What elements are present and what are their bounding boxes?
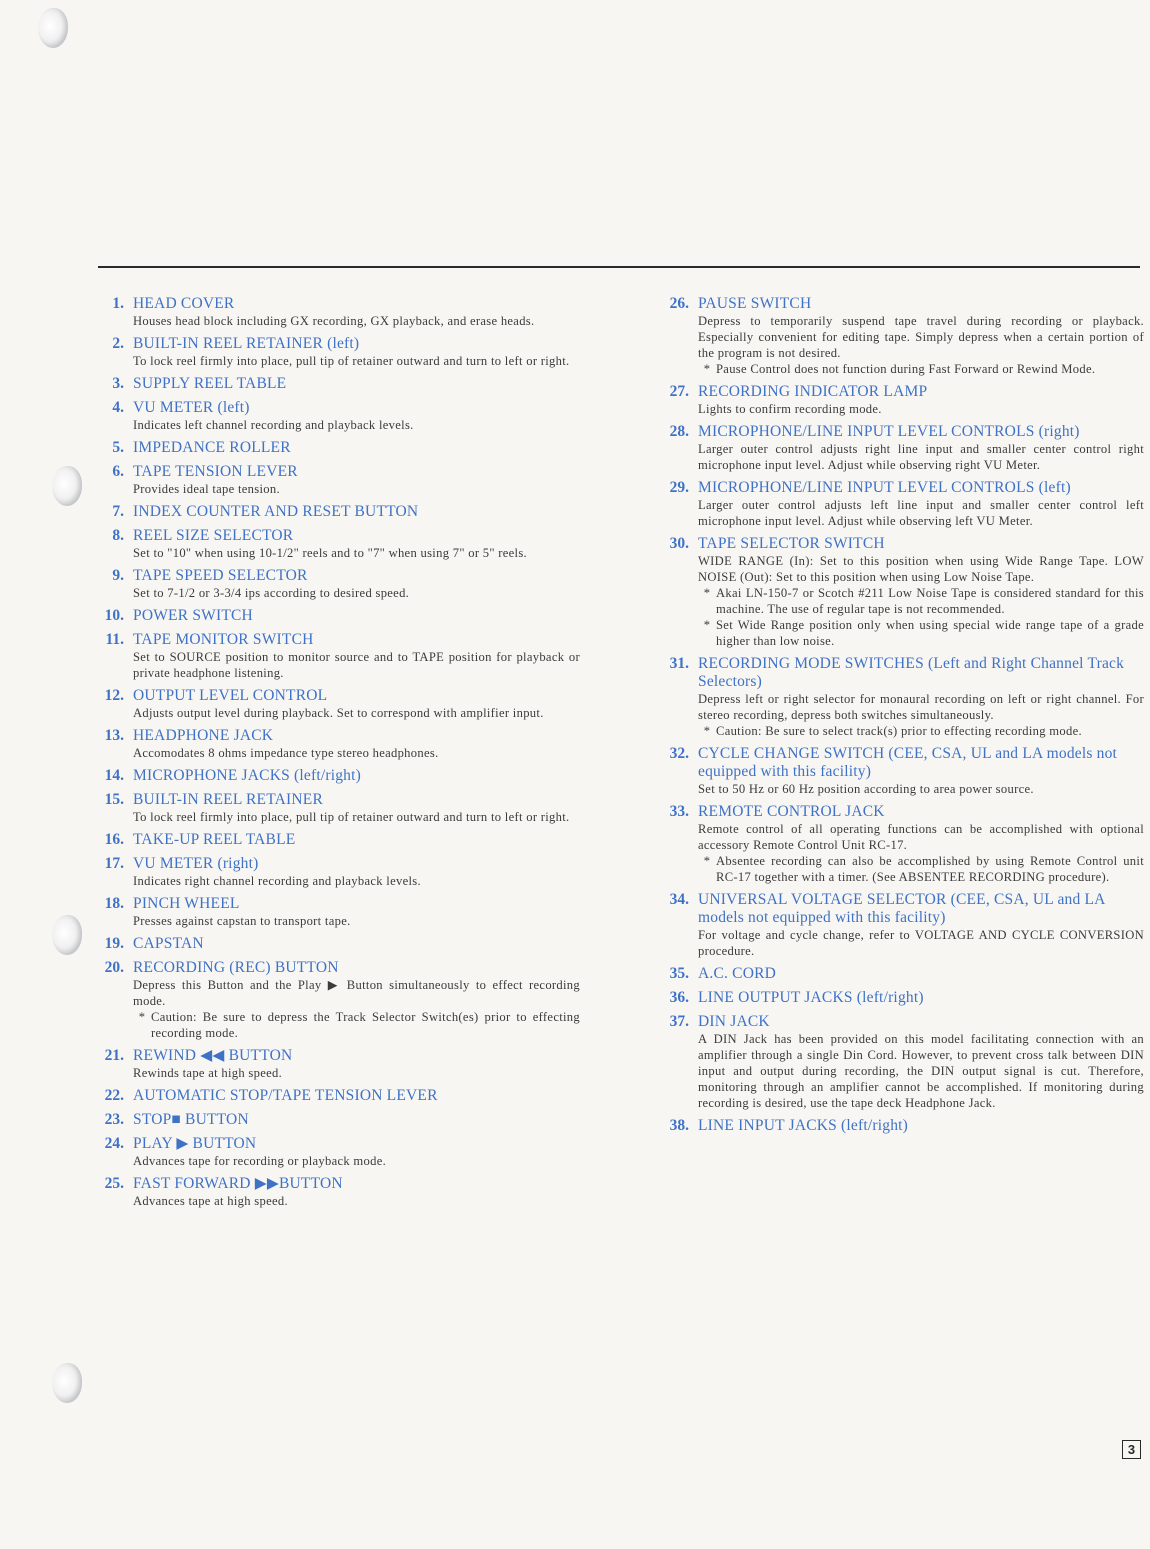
item-number: 34. bbox=[669, 891, 689, 908]
list-item bbox=[90, 503, 580, 521]
item-description: To lock reel firmly into place, pull tip of retainer outward and turn to left or right. bbox=[133, 354, 570, 368]
list-item bbox=[90, 631, 580, 681]
item-note bbox=[698, 617, 1144, 649]
asterisk-marker: * bbox=[138, 1010, 146, 1024]
item-number: 14. bbox=[104, 767, 124, 784]
item-body bbox=[698, 655, 1144, 739]
item-number: 4. bbox=[112, 399, 124, 416]
item-description: Accomodates 8 ohms impedance type stereo headphones. bbox=[133, 746, 439, 760]
item-body bbox=[698, 295, 1144, 377]
item-number: 13. bbox=[104, 727, 124, 744]
binder-hole-bottom bbox=[52, 1363, 82, 1403]
item-body bbox=[698, 745, 1144, 797]
item-title: STOP■ BUTTON bbox=[133, 1111, 249, 1128]
list-item bbox=[90, 567, 580, 601]
item-number: 23. bbox=[104, 1111, 124, 1128]
asterisk-marker: * bbox=[703, 724, 711, 738]
list-item bbox=[90, 463, 580, 497]
item-number: 8. bbox=[112, 527, 124, 544]
list-item bbox=[90, 1135, 580, 1169]
list-item bbox=[652, 295, 1144, 377]
item-description: Depress left or right selector for monaural recording on left or right channel. For stereo recording, depress both switches simultaneously. bbox=[698, 692, 1144, 722]
item-number: 16. bbox=[104, 831, 124, 848]
item-title: TAPE SPEED SELECTOR bbox=[133, 567, 308, 584]
item-title: DIN JACK bbox=[698, 1013, 770, 1030]
item-title: FAST FORWARD ▶▶BUTTON bbox=[133, 1175, 343, 1192]
item-description: WIDE RANGE (In): Set to this position when using Wide Range Tape. LOW NOISE (Out): Set to this position when using Low Noise Tape. bbox=[698, 554, 1144, 584]
list-item bbox=[652, 891, 1144, 959]
list-item bbox=[90, 855, 580, 889]
list-item bbox=[90, 895, 580, 929]
item-title: INDEX COUNTER AND RESET BUTTON bbox=[133, 503, 419, 520]
item-description: Houses head block including GX recording, GX playback, and erase heads. bbox=[133, 314, 535, 328]
item-title: POWER SWITCH bbox=[133, 607, 253, 624]
item-body bbox=[698, 891, 1144, 959]
list-item bbox=[90, 791, 580, 825]
page-number: 3 bbox=[1122, 1440, 1141, 1459]
item-title: LINE OUTPUT JACKS (left/right) bbox=[698, 989, 924, 1006]
item-body bbox=[133, 375, 580, 393]
item-number: 31. bbox=[669, 655, 689, 672]
item-number: 9. bbox=[112, 567, 124, 584]
item-description: Lights to confirm recording mode. bbox=[698, 402, 882, 416]
item-title: PLAY ▶ BUTTON bbox=[133, 1135, 257, 1152]
item-number: 35. bbox=[669, 965, 689, 982]
item-note bbox=[133, 1009, 580, 1041]
item-number: 27. bbox=[669, 383, 689, 400]
item-body bbox=[698, 535, 1144, 649]
item-number: 37. bbox=[669, 1013, 689, 1030]
item-body bbox=[698, 383, 1144, 417]
item-title: RECORDING (REC) BUTTON bbox=[133, 959, 339, 976]
list-item bbox=[90, 399, 580, 433]
binder-hole-upper-middle bbox=[52, 466, 82, 506]
item-title: PAUSE SWITCH bbox=[698, 295, 812, 312]
asterisk-marker: * bbox=[703, 586, 711, 600]
item-title: LINE INPUT JACKS (left/right) bbox=[698, 1117, 909, 1134]
item-number: 19. bbox=[104, 935, 124, 952]
binder-hole-top bbox=[38, 8, 68, 48]
header-rule bbox=[98, 266, 1140, 268]
item-title: IMPEDANCE ROLLER bbox=[133, 439, 291, 456]
item-body bbox=[698, 479, 1144, 529]
item-number: 10. bbox=[104, 607, 124, 624]
item-body bbox=[698, 989, 1144, 1007]
item-body bbox=[133, 855, 580, 889]
list-item bbox=[90, 959, 580, 1041]
item-title: CYCLE CHANGE SWITCH (CEE, CSA, UL and LA models not equipped with this facility) bbox=[698, 745, 1118, 780]
list-item bbox=[652, 745, 1144, 797]
item-body bbox=[698, 803, 1144, 885]
item-number: 25. bbox=[104, 1175, 124, 1192]
list-item bbox=[652, 1117, 1144, 1135]
item-body bbox=[133, 1135, 580, 1169]
item-title: VU METER (right) bbox=[133, 855, 259, 872]
list-item bbox=[652, 479, 1144, 529]
item-note bbox=[698, 853, 1144, 885]
item-number: 17. bbox=[104, 855, 124, 872]
item-description: A DIN Jack has been provided on this model facilitating connection with an amplifier through a single Din Cord. However, to prevent cross talk between DIN input and output during recording, the DIN output signal is cut. Therefore, monitoring through an amplifier cannot be accomplished. If monitoring during recording is desired, use the tape deck Headphone Jack. bbox=[698, 1032, 1144, 1110]
item-body bbox=[133, 959, 580, 1041]
item-description: To lock reel firmly into place, pull tip of retainer outward and turn to left or right. bbox=[133, 810, 570, 824]
item-number: 20. bbox=[104, 959, 124, 976]
item-body bbox=[133, 767, 580, 785]
item-body bbox=[133, 687, 580, 721]
item-description: Advances tape for recording or playback mode. bbox=[133, 1154, 387, 1168]
note-text: Caution: Be sure to depress the Track Selector Switch(es) prior to effecting recording mode. bbox=[151, 1010, 580, 1040]
item-title: MICROPHONE/LINE INPUT LEVEL CONTROLS (right) bbox=[698, 423, 1080, 440]
item-number: 5. bbox=[112, 439, 124, 456]
item-title: MICROPHONE JACKS (left/right) bbox=[133, 767, 361, 784]
list-item bbox=[90, 1087, 580, 1105]
item-description: Indicates left channel recording and playback levels. bbox=[133, 418, 414, 432]
item-body bbox=[133, 567, 580, 601]
item-title: REMOTE CONTROL JACK bbox=[698, 803, 885, 820]
left-column bbox=[90, 295, 580, 1215]
item-body bbox=[133, 335, 580, 369]
list-item bbox=[652, 655, 1144, 739]
item-number: 12. bbox=[104, 687, 124, 704]
item-title: PINCH WHEEL bbox=[133, 895, 240, 912]
item-number: 6. bbox=[112, 463, 124, 480]
item-body bbox=[133, 439, 580, 457]
right-column bbox=[652, 295, 1144, 1141]
item-number: 28. bbox=[669, 423, 689, 440]
item-title: RECORDING INDICATOR LAMP bbox=[698, 383, 928, 400]
item-description: Larger outer control adjusts right line input and smaller center control right microphone input level. Adjust while observing right VU Meter. bbox=[698, 442, 1144, 472]
item-number: 7. bbox=[112, 503, 124, 520]
item-description: Indicates right channel recording and playback levels. bbox=[133, 874, 421, 888]
list-item bbox=[652, 383, 1144, 417]
item-title: HEAD COVER bbox=[133, 295, 235, 312]
item-title: UNIVERSAL VOLTAGE SELECTOR (CEE, CSA, UL and LA models not equipped with this facility) bbox=[698, 891, 1105, 926]
item-title: RECORDING MODE SWITCHES (Left and Right Channel Track Selectors) bbox=[698, 655, 1125, 690]
list-item bbox=[90, 1175, 580, 1209]
list-item bbox=[652, 423, 1144, 473]
item-title: MICROPHONE/LINE INPUT LEVEL CONTROLS (left) bbox=[698, 479, 1071, 496]
list-item bbox=[90, 1111, 580, 1129]
list-item bbox=[90, 335, 580, 369]
item-title: BUILT-IN REEL RETAINER (left) bbox=[133, 335, 360, 352]
item-body bbox=[133, 527, 580, 561]
item-title: A.C. CORD bbox=[698, 965, 777, 982]
item-number: 32. bbox=[669, 745, 689, 762]
item-title: AUTOMATIC STOP/TAPE TENSION LEVER bbox=[133, 1087, 438, 1104]
item-number: 11. bbox=[105, 631, 124, 648]
item-title: CAPSTAN bbox=[133, 935, 204, 952]
item-note bbox=[698, 585, 1144, 617]
item-description: Remote control of all operating functions can be accomplished with optional accessory Remote Control Unit RC-17. bbox=[698, 822, 1144, 852]
item-title: TAKE-UP REEL TABLE bbox=[133, 831, 296, 848]
item-number: 15. bbox=[104, 791, 124, 808]
asterisk-marker: * bbox=[703, 618, 711, 632]
item-number: 30. bbox=[669, 535, 689, 552]
item-description: Provides ideal tape tension. bbox=[133, 482, 280, 496]
item-title: REWIND ◀◀ BUTTON bbox=[133, 1047, 293, 1064]
item-description: Larger outer control adjusts left line input and smaller center control left microphone input level. Adjust while observing left VU Meter. bbox=[698, 498, 1144, 528]
item-description: Adjusts output level during playback. Set to correspond with amplifier input. bbox=[133, 706, 544, 720]
binder-hole-lower-middle bbox=[52, 915, 82, 955]
item-description: Set to SOURCE position to monitor source and to TAPE position for playback or private headphone listening. bbox=[133, 650, 580, 680]
item-body bbox=[698, 1013, 1144, 1111]
item-body bbox=[133, 399, 580, 433]
asterisk-marker: * bbox=[703, 362, 711, 376]
item-description: Presses against capstan to transport tape. bbox=[133, 914, 351, 928]
item-description: Set to 7-1/2 or 3-3/4 ips according to desired speed. bbox=[133, 586, 410, 600]
item-body bbox=[133, 631, 580, 681]
item-body bbox=[133, 831, 580, 849]
list-item bbox=[90, 935, 580, 953]
item-number: 1. bbox=[112, 295, 124, 312]
item-number: 36. bbox=[669, 989, 689, 1006]
item-description: Advances tape at high speed. bbox=[133, 1194, 288, 1208]
item-number: 29. bbox=[669, 479, 689, 496]
note-text: Set Wide Range position only when using special wide range tape of a grade higher than low noise. bbox=[716, 618, 1144, 648]
item-title: SUPPLY REEL TABLE bbox=[133, 375, 287, 392]
item-title: BUILT-IN REEL RETAINER bbox=[133, 791, 324, 808]
item-description: Depress to temporarily suspend tape travel during recording or playback. Especially convenient for editing tape. Simply depress when a certain portion of the program is not desired. bbox=[698, 314, 1144, 360]
item-description: Set to 50 Hz or 60 Hz position according to area power source. bbox=[698, 782, 1034, 796]
item-description: Rewinds tape at high speed. bbox=[133, 1066, 283, 1080]
item-body bbox=[133, 1175, 580, 1209]
list-item bbox=[90, 727, 580, 761]
list-item bbox=[652, 535, 1144, 649]
item-body bbox=[133, 607, 580, 625]
item-number: 2. bbox=[112, 335, 124, 352]
item-title: TAPE MONITOR SWITCH bbox=[133, 631, 314, 648]
item-description: Depress this Button and the Play ▶ Button simultaneously to effect recording mode. bbox=[133, 978, 580, 1008]
item-description: Set to "10" when using 10-1/2" reels and to "7" when using 7" or 5" reels. bbox=[133, 546, 527, 560]
item-title: TAPE TENSION LEVER bbox=[133, 463, 298, 480]
list-item bbox=[90, 295, 580, 329]
item-number: 3. bbox=[112, 375, 124, 392]
note-text: Absentee recording can also be accomplished by using Remote Control unit RC-17 together with a timer. (See ABSENTEE RECORDING procedure). bbox=[716, 854, 1144, 884]
item-body bbox=[133, 727, 580, 761]
note-text: Akai LN-150-7 or Scotch #211 Low Noise Tape is considered standard for this machine. The use of regular tape is not recommended. bbox=[716, 586, 1144, 616]
list-item bbox=[90, 439, 580, 457]
asterisk-marker: * bbox=[703, 854, 711, 868]
item-title: HEADPHONE JACK bbox=[133, 727, 274, 744]
item-body bbox=[133, 935, 580, 953]
list-item bbox=[652, 1013, 1144, 1111]
item-body bbox=[133, 463, 580, 497]
list-item bbox=[90, 767, 580, 785]
item-body bbox=[133, 503, 580, 521]
list-item bbox=[90, 607, 580, 625]
item-body bbox=[133, 791, 580, 825]
item-title: REEL SIZE SELECTOR bbox=[133, 527, 294, 544]
list-item bbox=[90, 687, 580, 721]
list-item bbox=[90, 375, 580, 393]
note-text: Caution: Be sure to select track(s) prior to effecting recording mode. bbox=[716, 724, 1082, 738]
item-note bbox=[698, 361, 1144, 377]
list-item bbox=[90, 831, 580, 849]
item-body bbox=[133, 895, 580, 929]
item-title: VU METER (left) bbox=[133, 399, 250, 416]
list-item bbox=[90, 1047, 580, 1081]
item-number: 24. bbox=[104, 1135, 124, 1152]
item-description: For voltage and cycle change, refer to VOLTAGE AND CYCLE CONVERSION procedure. bbox=[698, 928, 1144, 958]
list-item bbox=[652, 965, 1144, 983]
item-number: 18. bbox=[104, 895, 124, 912]
item-title: OUTPUT LEVEL CONTROL bbox=[133, 687, 328, 704]
item-body bbox=[133, 295, 580, 329]
item-body bbox=[698, 1117, 1144, 1135]
item-note bbox=[698, 723, 1144, 739]
item-body bbox=[133, 1087, 580, 1105]
item-number: 33. bbox=[669, 803, 689, 820]
item-number: 21. bbox=[104, 1047, 124, 1064]
item-body bbox=[133, 1111, 580, 1129]
note-text: Pause Control does not function during Fast Forward or Rewind Mode. bbox=[716, 362, 1096, 376]
item-number: 26. bbox=[669, 295, 689, 312]
item-body bbox=[698, 423, 1144, 473]
list-item bbox=[90, 527, 580, 561]
item-title: TAPE SELECTOR SWITCH bbox=[698, 535, 885, 552]
item-number: 38. bbox=[669, 1117, 689, 1134]
item-body bbox=[698, 965, 1144, 983]
list-item bbox=[652, 803, 1144, 885]
item-number: 22. bbox=[104, 1087, 124, 1104]
list-item bbox=[652, 989, 1144, 1007]
item-body bbox=[133, 1047, 580, 1081]
